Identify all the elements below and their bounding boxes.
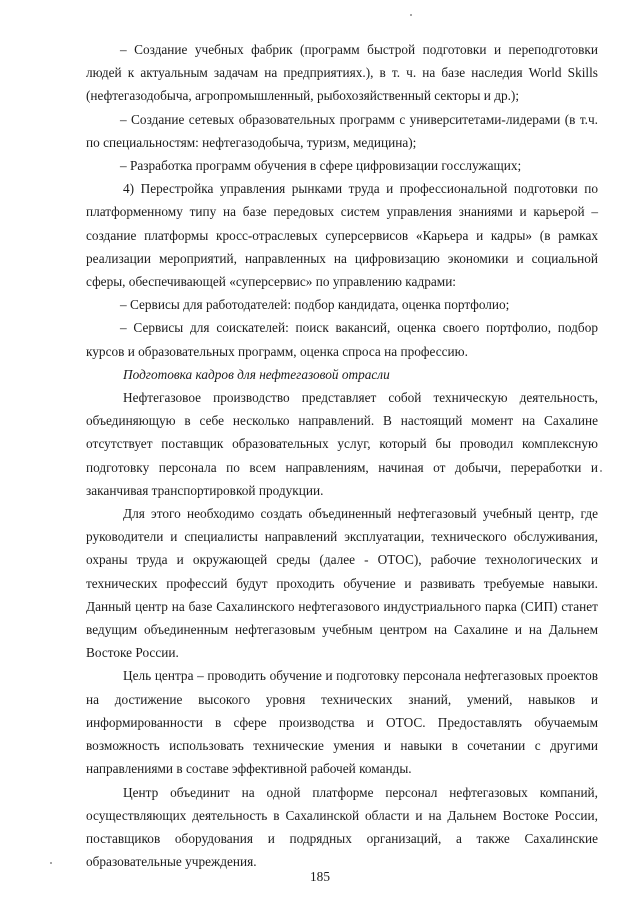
paragraph-labor-market-restructuring: 4) Перестройка управления рынками труда и профессиональной подготовки по платформенному типу на базе передовых систем управления знаниями и карьерой – создание платформы кросс-отраслевых суперсервисов «Карьера и кадры» (в рамках реализации мероприятий, направленных на цифровизацию экономики и социальной сферы, обеспечивающей «суперсервис» по управлению кадрами: <box>86 181 598 290</box>
paragraph-center-platform: Центр объединит на одной платформе персонал нефтегазовых компаний, осуществляющих деятельность в Сахалинской области и на Дальнем Востоке России, поставщиков оборудования и подрядных организаций, а также Сахалинские образовательные учреждения. <box>86 784 598 870</box>
section-heading: Подготовка кадров для нефтегазовой отрасли <box>123 366 390 382</box>
bullet-digitalization-training: – Разработка программ обучения в сфере цифровизации госслужащих; <box>120 158 522 174</box>
paragraph-center-goal: Цель центра – проводить обучение и подготовку персонала нефтегазовых проектов на достижение высокого уровня технических знаний, умений, навыков и информированности в сфере производства и ОТОС. Предоставлять обучаемым возможность использовать технические умения и навыки в сочетании с другими направлениями в составе эффективной рабочей команды. <box>86 668 598 777</box>
bullet-network-programs: – Создание сетевых образовательных программ с университетами-лидерами (в т.ч. по специальностям: нефтегазодобыча, туризм, медицина); <box>86 111 598 150</box>
paragraph-oil-gas-production: Нефтегазовое производство представляет собой техническую деятельность, объединяющую в себе несколько направлений. В настоящий момент на Сахалине отсутствует поставщик образовательных услуг, который бы проводил комплексную подготовку персонала по всем направлениям, начиная от добычи, переработки и заканчивая транспортировкой продукции. <box>86 390 598 498</box>
body-text <box>86 38 598 873</box>
scan-speck <box>50 862 52 864</box>
bullet-learning-factories: – Создание учебных фабрик (программ быстрой подготовки и переподготовки людей к актуальным задачам на предприятиях.), в т. ч. на базе наследия World Skills (нефтегазодобыча, агропромышленный, рыбохозяйственный секторы и др.); <box>86 42 598 104</box>
paragraph-training-center: Для этого необходимо создать объединенный нефтегазовый учебный центр, где руководители и специалисты направлений эксплуатации, технического обслуживания, охраны труда и окружающей среды (далее - ОТОС), рабочие технологических и технических профессий будут проходить обучение и развивать требуемые навыки. Данный центр на базе Сахалинского нефтегазового индустриального парка (СИП) станет ведущим объединенным нефтегазовым учебным центром на Сахалине и на Дальнем Востоке России. <box>86 506 598 661</box>
page-number: 185 <box>310 869 330 884</box>
bullet-employer-services: – Сервисы для работодателей: подбор кандидата, оценка портфолио; <box>120 297 510 313</box>
bullet-jobseeker-services: – Сервисы для соискателей: поиск вакансий, оценка своего портфолио, подбор курсов и образовательных программ, оценка спроса на профессию. <box>86 320 598 359</box>
scan-speck <box>600 470 602 472</box>
scan-speck <box>410 14 412 16</box>
